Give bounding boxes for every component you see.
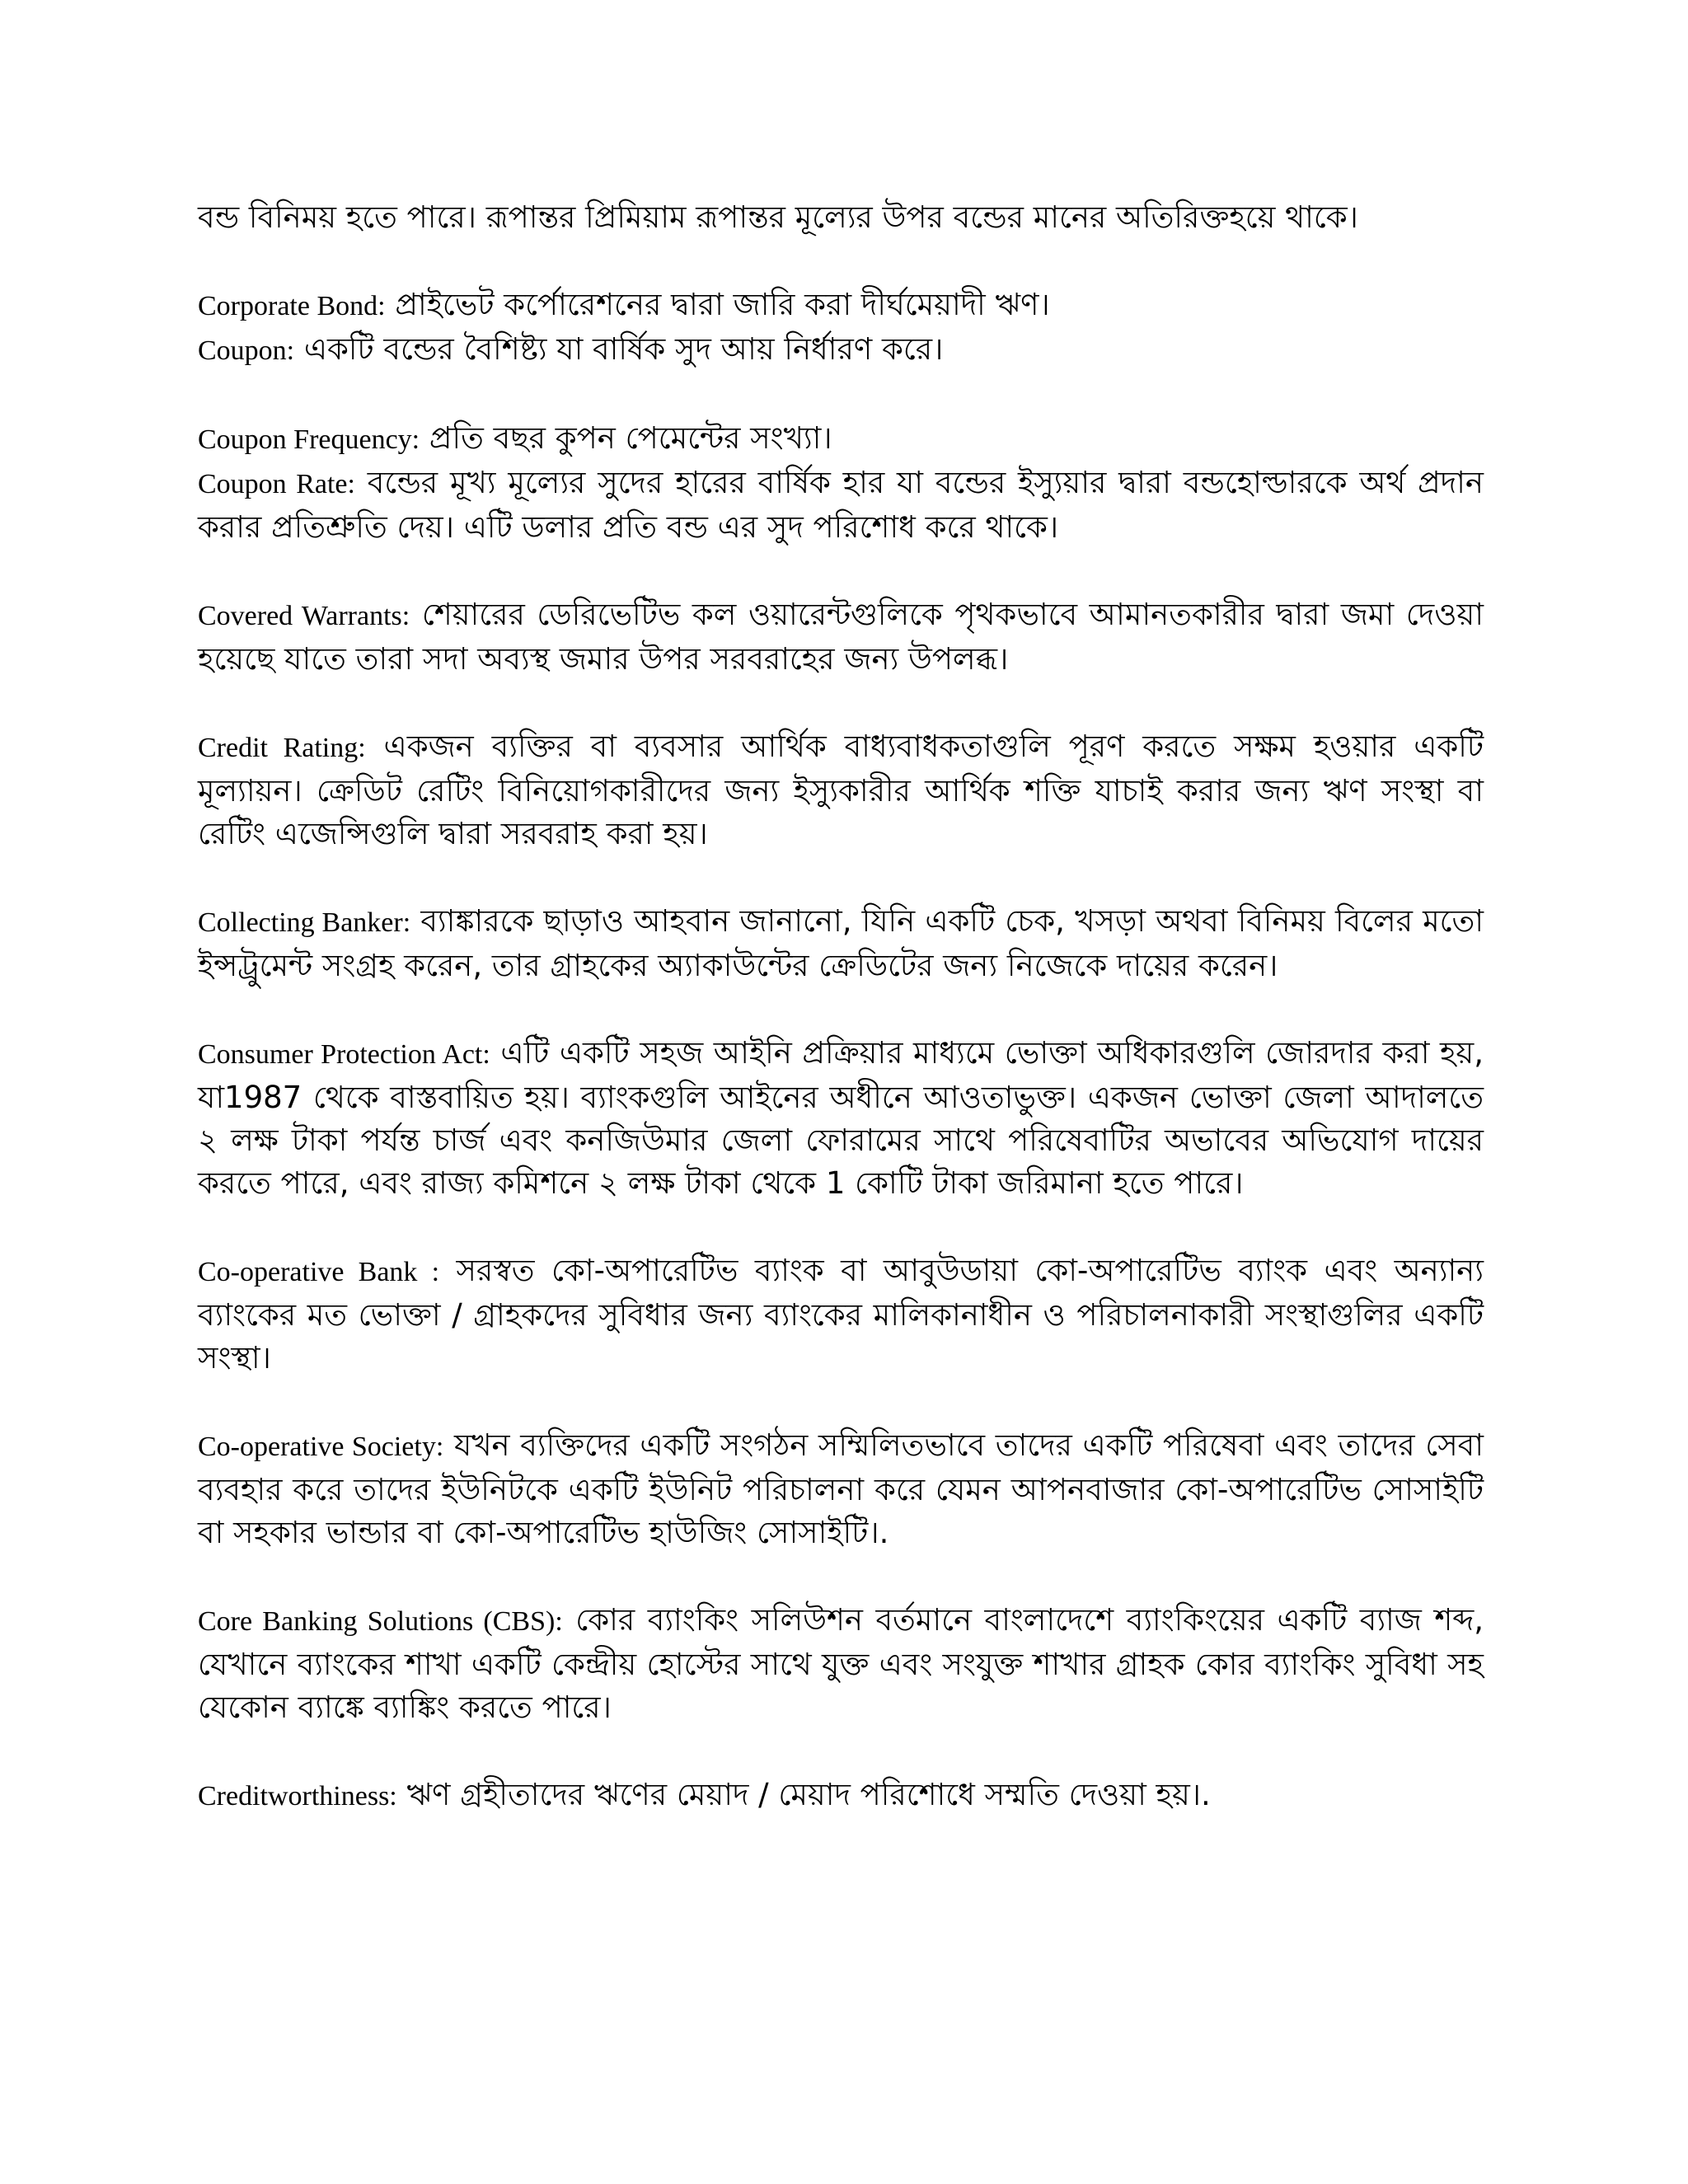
glossary-entry-collecting-banker	[198, 900, 1484, 987]
glossary-entry-co-operative-bank	[198, 1249, 1484, 1380]
glossary-definition: বন্ডের মূখ্য মূল্যের সুদের হারের বার্ষিক হার যা বন্ডের ইস্যুয়ার দ্বারা বন্ডহোল্ডারকে অর্থ প্রদান করার প্রতিশ্রুতি দেয়। এটি ডলার প্রতি বন্ড এর সুদ পরিশোধ করে থাকে।	[198, 465, 1484, 545]
glossary-entry-core-banking-solutions	[198, 1599, 1484, 1729]
glossary-definition: প্রাইভেট কর্পোরেশনের দ্বারা জারি করা দীর্ঘমেয়াদী ঋণ।	[395, 287, 1050, 322]
glossary-definition: সরস্বত কো-অপারেটিভ ব্যাংক বা আবুউডায়া কো-অপারেটিভ ব্যাংক এবং অন্যান্য ব্যাংকের মত ভোক্তা / গ্রাহকদের সুবিধার জন্য ব্যাংকের মালিকানাধীন ও পরিচালনাকারী সংস্থাগুলির একটি সংস্থা।	[198, 1253, 1484, 1376]
glossary-content	[198, 196, 1484, 1863]
glossary-term: Collecting Banker:	[198, 907, 411, 938]
glossary-definition: ঋণ গ্রহীতাদের ঋণের মেয়াদ / মেয়াদ পরিশোধে সম্মতি দেওয়া হয়।.	[406, 1777, 1211, 1812]
glossary-entry-covered-warrants	[198, 593, 1484, 681]
glossary-term: Co-operative Bank :	[198, 1257, 440, 1287]
glossary-definition: যখন ব্যক্তিদের একটি সংগঠন সম্মিলিতভাবে তাদের একটি পরিষেবা এবং তাদের সেবা ব্যবহার করে তাদের ইউনিটকে একটি ইউনিট পরিচালনা করে যেমন আপনবাজার কো-অপারেটিভ সোসাইটি বা সহকার ভান্ডার বা কো-অপারেটিভ হাউজিং সোসাইটি।.	[198, 1427, 1484, 1550]
glossary-entry-creditworthiness	[198, 1774, 1484, 1818]
glossary-term: Consumer Protection Act:	[198, 1039, 490, 1070]
glossary-term: Coupon:	[198, 335, 295, 366]
glossary-definition: একটি বন্ডের বৈশিষ্ট্য যা বার্ষিক সুদ আয় নির্ধারণ করে।	[303, 331, 944, 367]
glossary-entry-coupon-frequency	[198, 417, 1484, 462]
glossary-term: Coupon Frequency:	[198, 424, 420, 455]
glossary-entry-corporate-bond	[198, 284, 1484, 328]
glossary-definition: শেয়ারের ডেরিভেটিভ কল ওয়ারেন্টগুলিকে পৃথকভাবে আমানতকারীর দ্বারা জমা দেওয়া হয়েছে যাতে তারা সদা অব্যস্থ জমার উপর সরবরাহের জন্য উপলব্ধ।	[198, 597, 1484, 677]
glossary-term: Corporate Bond:	[198, 291, 386, 321]
glossary-definition: কোর ব্যাংকিং সলিউশন বর্তমানে বাংলাদেশে ব্যাংকিংয়ের একটি ব্যাজ শব্দ, যেখানে ব্যাংকের শাখা একটি কেন্দ্রীয় হোস্টের সাথে যুক্ত এবং সংযুক্ত শাখার গ্রাহক কোর ব্যাংকিং সুবিধা সহ যেকোন ব্যাঙ্কে ব্যাঙ্কিং করতে পারে।	[198, 1602, 1484, 1725]
intro-paragraph	[198, 196, 1484, 239]
glossary-term: Covered Warrants:	[198, 601, 410, 631]
glossary-entry-co-operative-society	[198, 1424, 1484, 1554]
glossary-entry-consumer-protection-act	[198, 1032, 1484, 1205]
glossary-term: Creditworthiness:	[198, 1781, 397, 1811]
glossary-term: Coupon Rate:	[198, 469, 355, 499]
glossary-entry-credit-rating	[198, 725, 1484, 855]
glossary-term: Co-operative Society:	[198, 1432, 444, 1462]
glossary-definition: প্রতি বছর কুপন পেমেন্টের সংখ্যা।	[429, 420, 832, 456]
glossary-definition: একজন ব্যক্তির বা ব্যবসার আর্থিক বাধ্যবাধকতাগুলি পূরণ করতে সক্ষম হওয়ার একটি মূল্যায়ন। ক্রেডিট রেটিং বিনিয়োগকারীদের জন্য ইস্যুকারীর আর্থিক শক্তি যাচাই করার জন্য ঋণ সংস্থা বা রেটিং এজেন্সিগুলি দ্বারা সরবরাহ করা হয়।	[198, 729, 1484, 851]
glossary-entry-coupon	[198, 328, 1484, 373]
glossary-definition: এটি একটি সহজ আইনি প্রক্রিয়ার মাধ্যমে ভোক্তা অধিকারগুলি জোরদার করা হয়, যা1987 থেকে বাস্তবায়িত হয়। ব্যাংকগুলি আইনের অধীনে আওতাভুক্ত। একজন ভোক্তা জেলা আদালতে ২ লক্ষ টাকা পর্যন্ত চার্জ এবং কনজিউমার জেলা ফোরামের সাথে পরিষেবাটির অভাবের অভিযোগ দায়ের করতে পারে, এবং রাজ্য কমিশনে ২ লক্ষ টাকা থেকে 1 কোটি টাকা জরিমানা হতে পারে।	[198, 1035, 1484, 1201]
glossary-term: Credit Rating:	[198, 733, 366, 763]
glossary-definition: ব্যাঙ্কারকে ছাড়াও আহবান জানানো, যিনি একটি চেক, খসড়া অথবা বিনিময় বিলের মতো ইন্সট্রুমেন্ট সংগ্রহ করেন, তার গ্রাহকের অ্যাকাউন্টের ক্রেডিটের জন্য নিজেকে দায়ের করেন।	[198, 903, 1484, 983]
intro-text: বন্ড বিনিময় হতে পারে। রূপান্তর প্রিমিয়াম রূপান্তর মূল্যের উপর বন্ডের মানের অতিরিক্তহয়ে থাকে।	[198, 199, 1358, 235]
glossary-entry-coupon-rate	[198, 462, 1484, 549]
glossary-term: Core Banking Solutions (CBS):	[198, 1606, 563, 1637]
